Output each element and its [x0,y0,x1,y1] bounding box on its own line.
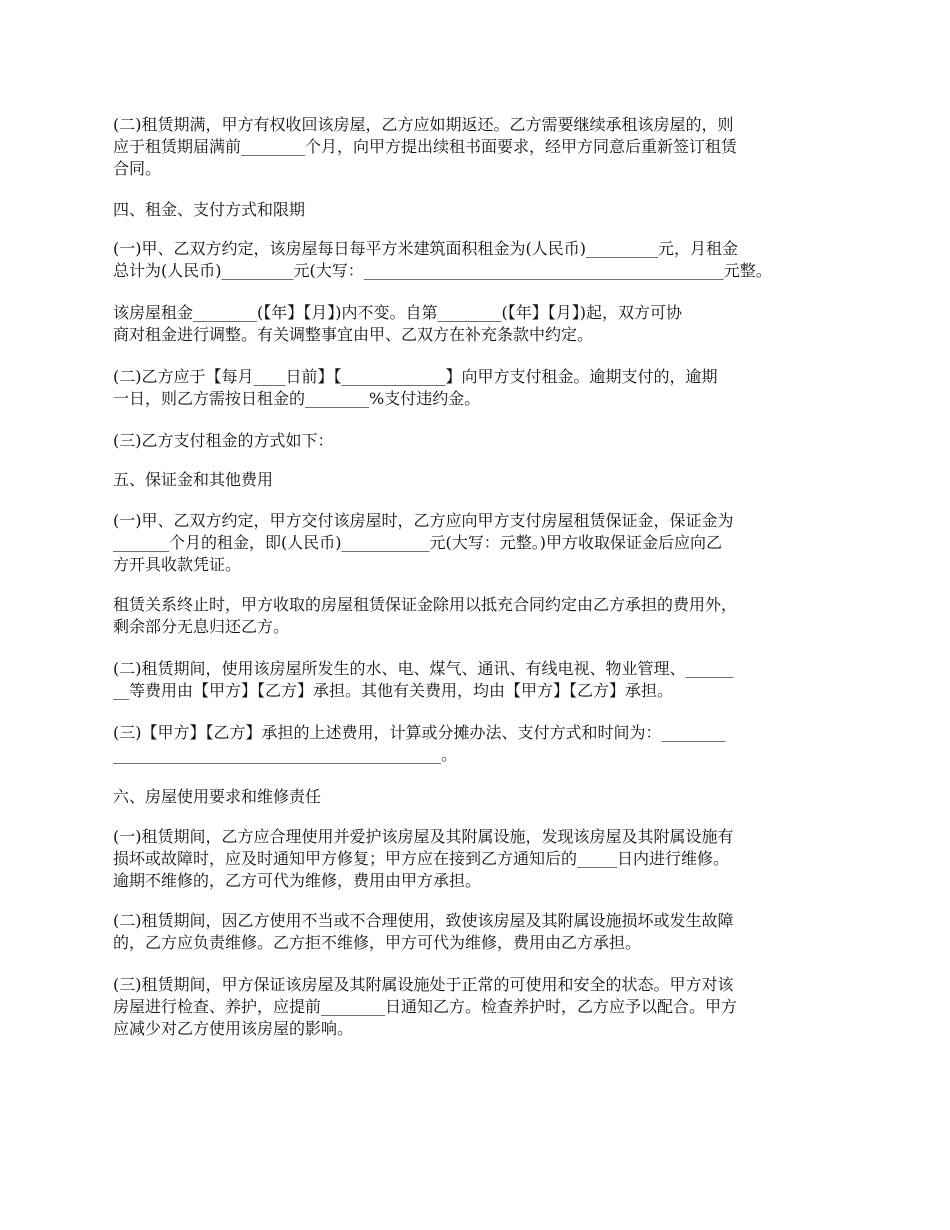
section-heading-rent [113,199,843,221]
paragraph-utilities [113,658,843,702]
text-line: 应于租赁期届满前________个月，向甲方提出续租书面要求，经甲方同意后重新签订租赁 [113,137,738,156]
text-line: _________________________________________。 [113,745,458,764]
paragraph-deposit-amount [113,510,843,576]
paragraph-tenant-care [113,826,843,892]
text-line: (一)租赁期间，乙方应合理使用并爱护该房屋及其附属设施，发现该房屋及其附属设施有 [113,827,734,846]
text-line: 的，乙方应负责维修。乙方拒不维修，甲方可代为维修，费用由乙方承担。 [113,933,642,952]
paragraph-rent-adjustment [113,302,843,346]
text-line: 总计为(人民币)_________元(大写：_____________________________________________元整。 [113,261,772,280]
text-line: 剩余部分无息归还乙方。 [113,617,290,636]
text-line: 应减少对乙方使用该房屋的影响。 [113,1019,354,1038]
text-line: (二)乙方应于【每月____日前】【_____________】向甲方支付租金。逾期支付的，逾期 [113,367,718,386]
paragraph-rent-payment-date [113,366,843,410]
heading-text: 五、保证金和其他费用 [113,470,274,489]
text-line: (三)乙方支付租金的方式如下： [113,431,334,450]
paragraph-lease-expiry [113,114,843,180]
text-line: 租赁关系终止时，甲方收取的房屋租赁保证金除用以抵充合同约定由乙方承担的费用外， [113,595,738,614]
paragraph-tenant-damage [113,910,843,954]
text-line: (一)甲、乙双方约定，该房屋每日每平方米建筑面积租金为(人民币)_________元，月租金 [113,239,738,258]
text-line: (三)【甲方】【乙方】承担的上述费用，计算或分摊办法、支付方式和时间为：________ [113,723,726,742]
text-line: _______个月的租金，即(人民币)___________元(大写：元整。)甲方收取保证金后应向乙 [113,533,722,552]
text-line: 该房屋租金________(【年】【月】)内不变。自第________(【年】【月】)起，双方可协 [113,303,682,322]
text-line: 商对租金进行调整。有关调整事宜由甲、乙双方在补充条款中约定。 [113,325,594,344]
paragraph-fee-calculation [113,722,843,766]
text-line: (二)租赁期间，因乙方使用不当或不合理使用，致使该房屋及其附属设施损坏或发生故障 [113,911,734,930]
paragraph-landlord-inspection [113,974,843,1040]
paragraph-payment-method [113,430,843,452]
text-line: 一日，则乙方需按日租金的________%支付违约金。 [113,389,481,408]
text-line: (二)租赁期间，使用该房屋所发生的水、电、煤气、通讯、有线电视、物业管理、______ [113,659,734,678]
text-line: 合同。 [113,159,162,178]
heading-text: 四、租金、支付方式和限期 [113,200,306,219]
paragraph-deposit-return [113,594,843,638]
section-heading-maintenance [113,786,843,808]
text-line: 逾期不维修的，乙方可代为维修，费用由甲方承担。 [113,871,482,890]
text-line: 损坏或故障时，应及时通知甲方修复；甲方应在接到乙方通知后的_____日内进行维修。 [113,849,730,868]
text-line: 房屋进行检查、养护，应提前________日通知乙方。检查养护时，乙方应予以配合。甲方 [113,997,738,1016]
text-line: (一)甲、乙双方约定，甲方交付该房屋时，乙方应向甲方支付房屋租赁保证金，保证金为 [113,511,734,530]
text-line: 方开具收款凭证。 [113,555,242,574]
heading-text: 六、房屋使用要求和维修责任 [113,787,322,806]
paragraph-rent-amount [113,238,843,282]
text-line: __等费用由【甲方】【乙方】承担。其他有关费用，均由【甲方】【乙方】承担。 [113,681,674,700]
text-line: (三)租赁期间，甲方保证该房屋及其附属设施处于正常的可使用和安全的状态。甲方对该 [113,975,734,994]
text-line: (二)租赁期满，甲方有权收回该房屋，乙方应如期返还。乙方需要继续承租该房屋的，则 [113,115,734,134]
section-heading-deposit [113,469,843,491]
